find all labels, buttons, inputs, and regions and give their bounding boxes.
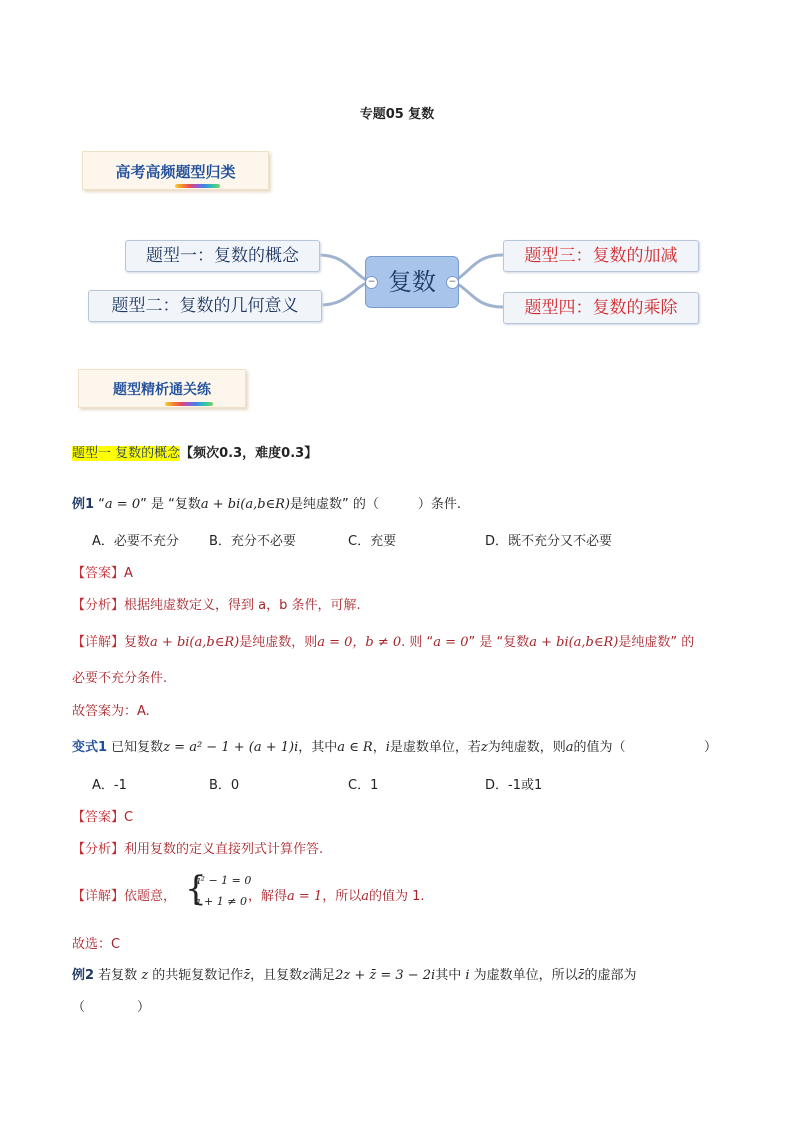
- section1-title: 题型一 复数的概念: [72, 446, 181, 461]
- var1-detail: [72, 885, 176, 904]
- ex2-q-6: 为虚数单位，所以: [469, 968, 578, 983]
- var1-question-close: ）: [704, 740, 718, 755]
- page-title: 专题05 复数: [359, 107, 435, 122]
- mindmap-node-type3: 题型三：复数的加减: [503, 240, 699, 272]
- ex1-detail-cont: 必要不充分条件.: [72, 671, 168, 686]
- var1-option-b: B．0: [209, 778, 240, 793]
- ex2-q-zbar2: z̄: [577, 968, 585, 983]
- var1-label: 变式1: [72, 740, 108, 755]
- mindmap-node-type4: 题型四：复数的乘除: [503, 292, 699, 324]
- var1-q-2: ，其中: [298, 740, 338, 755]
- var1-question: [72, 736, 626, 755]
- ex2-q-z2: z: [302, 968, 310, 983]
- ex2-q-zbar: z̄: [243, 968, 251, 983]
- var1-detail-1: 依题意，: [124, 889, 177, 904]
- var1-q-expr: z = a² − 1 + (a + 1)i: [163, 740, 299, 755]
- ex1-detail-4: . 则 “: [401, 635, 434, 650]
- ex1-detail-7: a + bi(a,b∈R): [529, 635, 619, 650]
- var1-analysis-text: 利用复数的定义直接列式计算作答.: [124, 842, 324, 857]
- var1-answer-tag: 【答案】: [72, 810, 125, 825]
- ex1-q-expr: a + bi(a,b∈R): [200, 497, 291, 512]
- ex1-q-post: 是纯虚数” 的（ ）条件.: [290, 497, 462, 512]
- ex2-question: [72, 964, 637, 983]
- ex2-label: 例2: [72, 968, 95, 983]
- ex1-detail-5: a = 0: [433, 635, 469, 650]
- ex1-answer: [72, 562, 133, 581]
- var1-detail-5: a: [361, 889, 369, 904]
- var1-q-5: 是虚数单位，若: [389, 740, 481, 755]
- var1-q-a: a: [565, 740, 574, 755]
- var1-detail-6: 的值为 1.: [368, 889, 425, 904]
- var1-system: [185, 869, 255, 913]
- var1-detail-tag: 【详解】: [72, 889, 125, 904]
- var1-q-6: 为纯虚数，则: [487, 740, 566, 755]
- var1-option-d: D．-1或1: [485, 778, 543, 793]
- var1-q-4: ，: [372, 740, 386, 755]
- ex1-analysis-tag: 【分析】: [72, 598, 125, 613]
- var1-system-eq2: a + 1 ≠ 0: [194, 895, 247, 908]
- ex2-q-eq: 2z + z̄ = 3 − 2i: [335, 968, 436, 983]
- var1-q-7: 的值为（: [573, 740, 626, 755]
- ex1-detail-tag: 【详解】: [72, 635, 125, 650]
- collapse-left-icon: −: [365, 276, 378, 289]
- ex2-q-2: 的共轭复数记作: [148, 968, 244, 983]
- var1-option-c: C．1: [348, 778, 379, 793]
- ex1-final: 故答案为：A.: [72, 704, 150, 719]
- var1-detail-4: ，所以: [322, 889, 362, 904]
- mindmap-center-node: 复数: [365, 256, 459, 308]
- var1-final: 故选：C: [72, 937, 121, 952]
- ex1-option-d: D．既不充分又不必要: [485, 534, 613, 549]
- ex1-q-mid: ” 是 “复数: [140, 497, 201, 512]
- banner-mid-label: 题型精析通关练: [113, 382, 211, 398]
- section1-meta: 【频次0.3，难度0.3】: [180, 446, 318, 461]
- ex1-detail-2: 是纯虚数，则: [239, 635, 318, 650]
- ex1-q-cond: a = 0: [104, 497, 141, 512]
- ex2-q-1: 若复数: [94, 968, 142, 983]
- ex1-detail-expr: a + bi(a,b∈R): [150, 635, 240, 650]
- section1-heading: [72, 442, 317, 461]
- var1-q-i: i: [385, 740, 390, 755]
- var1-detail-2: ，解得: [248, 889, 288, 904]
- var1-answer-value: C: [124, 810, 134, 825]
- ex2-q-7: 的虚部为: [584, 968, 637, 983]
- ex1-detail-8: 是纯虚数” 的: [618, 635, 695, 650]
- ex2-paren: （ ）: [72, 1000, 151, 1015]
- ex1-answer-tag: 【答案】: [72, 566, 125, 581]
- ex1-option-c: C．充要: [348, 534, 397, 549]
- var1-analysis: [72, 838, 323, 857]
- ex1-detail-1: 复数: [124, 635, 151, 650]
- ex2-q-5: 其中: [435, 968, 466, 983]
- var1-answer: [72, 806, 133, 825]
- ex1-q-pre: “: [94, 497, 105, 512]
- ex1-detail-6: ” 是 “复数: [468, 635, 530, 650]
- ex1-detail-3: a = 0，b ≠ 0: [317, 635, 402, 650]
- mindmap-connectors: [0, 0, 794, 400]
- ex2-q-3: ，且复数: [250, 968, 303, 983]
- ex1-answer-value: A: [124, 566, 133, 581]
- ex1-detail: [72, 631, 694, 650]
- ex1-analysis: [72, 594, 361, 613]
- var1-q-3: a ∈ R: [337, 740, 373, 755]
- banner-top-label: 高考高频题型归类: [115, 163, 236, 181]
- var1-system-brace: {: [185, 869, 207, 909]
- ex1-option-a: A．必要不充分: [92, 534, 179, 549]
- mindmap-node-type2: 题型二：复数的几何意义: [88, 290, 322, 322]
- section-banner-mid: [78, 369, 246, 408]
- ex1-label: 例1: [72, 497, 95, 512]
- var1-option-a: A．-1: [92, 778, 127, 793]
- ex2-q-i: i: [465, 968, 470, 983]
- var1-analysis-tag: 【分析】: [72, 842, 125, 857]
- ex1-analysis-text: 根据纯虚数定义，得到 a，b 条件，可解.: [124, 598, 361, 613]
- ex2-q-4: 满足: [309, 968, 336, 983]
- ex1-question: [72, 493, 461, 512]
- ex2-q-z: z: [141, 968, 149, 983]
- var1-q-1: 已知复数: [107, 740, 164, 755]
- ex1-option-b: B．充分不必要: [209, 534, 296, 549]
- mindmap-node-type1: 题型一：复数的概念: [125, 240, 320, 272]
- var1-system-eq1: a² − 1 = 0: [194, 874, 252, 887]
- var1-detail-rest: [248, 885, 425, 904]
- var1-detail-3: a = 1: [287, 889, 323, 904]
- collapse-right-icon: −: [446, 276, 459, 289]
- var1-q-z: z: [480, 740, 488, 755]
- banner-mid-rainbow: [165, 402, 213, 406]
